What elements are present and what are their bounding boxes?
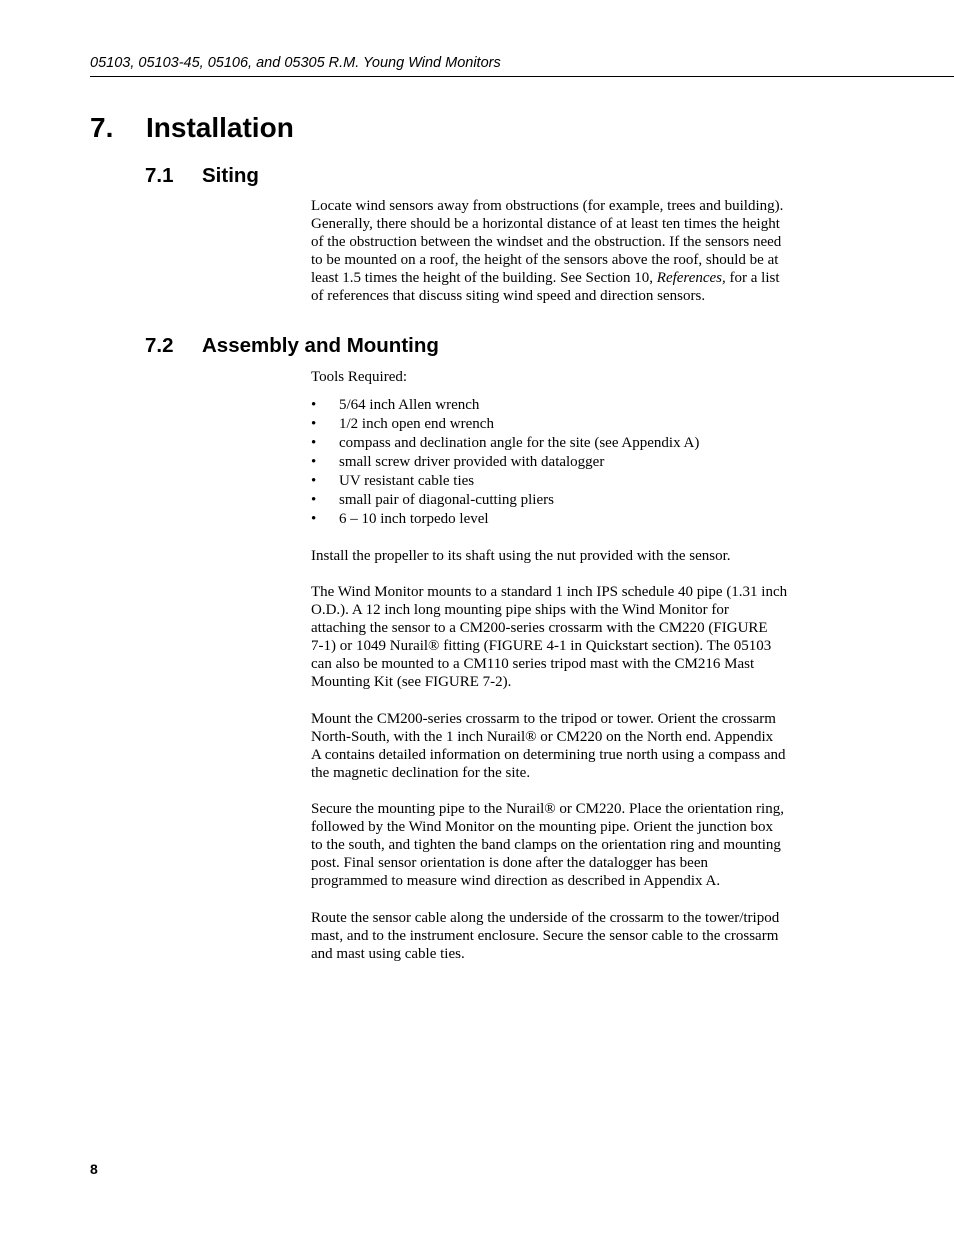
bullet-icon: • — [311, 435, 317, 451]
paragraph — [311, 909, 779, 963]
list-item — [311, 434, 699, 453]
text-line: North-South, with the 1 inch Nurail® or CM220 on the North end. Appendix — [311, 729, 774, 745]
paragraph — [311, 710, 785, 782]
text-line — [311, 269, 783, 287]
text-line: to be mounted on a roof, the height of the sensors above the roof, should be at — [311, 252, 779, 268]
paragraph — [311, 583, 787, 691]
list-item — [311, 510, 699, 529]
list-item — [311, 453, 699, 472]
paragraph — [311, 547, 731, 565]
text-line: mast, and to the instrument enclosure. Secure the sensor cable to the crossarm — [311, 928, 779, 944]
text-line: to the south, and tighten the band clamps on the orientation ring and mounting — [311, 837, 781, 853]
list-item-text: small screw driver provided with datalogger — [339, 454, 605, 470]
list-item — [311, 415, 699, 434]
text-line: Mounting Kit (see FIGURE 7-2). — [311, 674, 512, 690]
text-line: can also be mounted to a CM110 series tripod mast with the CM216 Mast — [311, 656, 755, 672]
text-line: Locate wind sensors away from obstructions (for example, trees and building). — [311, 198, 784, 214]
list-item-text: UV resistant cable ties — [339, 473, 475, 489]
text-line: of references that discuss siting wind speed and direction sensors. — [311, 288, 706, 304]
paragraph — [311, 800, 784, 890]
text-line: post. Final sensor orientation is done after the datalogger has been — [311, 855, 708, 871]
text-line: A contains detailed information on determining true north using a compass and — [311, 747, 786, 763]
text-line: the magnetic declination for the site. — [311, 765, 531, 781]
section-number: 7.2 — [145, 334, 174, 357]
text-line: O.D.). A 12 inch long mounting pipe ships with the Wind Monitor for — [311, 602, 729, 618]
text-line: of the obstruction between the windset and the obstruction. If the sensors need — [311, 234, 782, 250]
section-title: Siting — [202, 164, 259, 187]
list-item — [311, 396, 699, 415]
text-line: followed by the Wind Monitor on the mounting pipe. Orient the junction box — [311, 819, 773, 835]
bullet-icon: • — [311, 511, 317, 527]
text-line: programmed to measure wind direction as described in Appendix A. — [311, 873, 721, 889]
list-item-text: small pair of diagonal-cutting pliers — [339, 492, 554, 508]
bullet-icon: • — [311, 454, 317, 470]
text-line: Route the sensor cable along the underside of the crossarm to the tower/tripod — [311, 910, 780, 926]
chapter-title: Installation — [146, 112, 294, 143]
text-line: The Wind Monitor mounts to a standard 1 inch IPS schedule 40 pipe (1.31 inch — [311, 584, 788, 600]
text-line: and mast using cable ties. — [311, 946, 465, 962]
list-item-text: 6 – 10 inch torpedo level — [339, 511, 489, 527]
header-rule — [90, 76, 954, 77]
bullet-icon: • — [311, 397, 317, 413]
running-header: 05103, 05103-45, 05106, and 05305 R.M. Young Wind Monitors — [90, 55, 501, 71]
text-line: Secure the mounting pipe to the Nurail® or CM220. Place the orientation ring, — [311, 801, 784, 817]
section-number: 7.1 — [145, 164, 174, 187]
chapter-number: 7. — [90, 112, 114, 143]
list-item — [311, 472, 699, 491]
text-line: attaching the sensor to a CM200-series crossarm with the CM220 (FIGURE — [311, 620, 768, 636]
list-item — [311, 491, 699, 510]
list-item-text: 5/64 inch Allen wrench — [339, 397, 480, 413]
tools-list — [311, 396, 699, 529]
text-line: Mount the CM200-series crossarm to the tripod or tower. Orient the crossarm — [311, 711, 776, 727]
bullet-icon: • — [311, 473, 317, 489]
page-number: 8 — [90, 1161, 98, 1177]
bullet-icon: • — [311, 416, 317, 432]
tools-label: Tools Required: — [311, 369, 408, 385]
text-line: Generally, there should be a horizontal distance of at least ten times the height — [311, 216, 780, 232]
siting-paragraph — [311, 197, 783, 305]
text-fragment: , for a list — [722, 270, 780, 286]
text-line: Install the propeller to its shaft using the nut provided with the sensor. — [311, 548, 731, 564]
list-item-text: 1/2 inch open end wrench — [339, 416, 494, 432]
list-item-text: compass and declination angle for the site (see Appendix A) — [339, 435, 700, 451]
section-title: Assembly and Mounting — [202, 334, 439, 357]
text-fragment: least 1.5 times the height of the building. See Section 10, — [311, 270, 657, 286]
bullet-icon: • — [311, 492, 317, 508]
text-line: 7-1) or 1049 Nurail® fitting (FIGURE 4-1 in Quickstart section). The 05103 — [311, 638, 772, 654]
references-link-text: References — [656, 270, 723, 286]
